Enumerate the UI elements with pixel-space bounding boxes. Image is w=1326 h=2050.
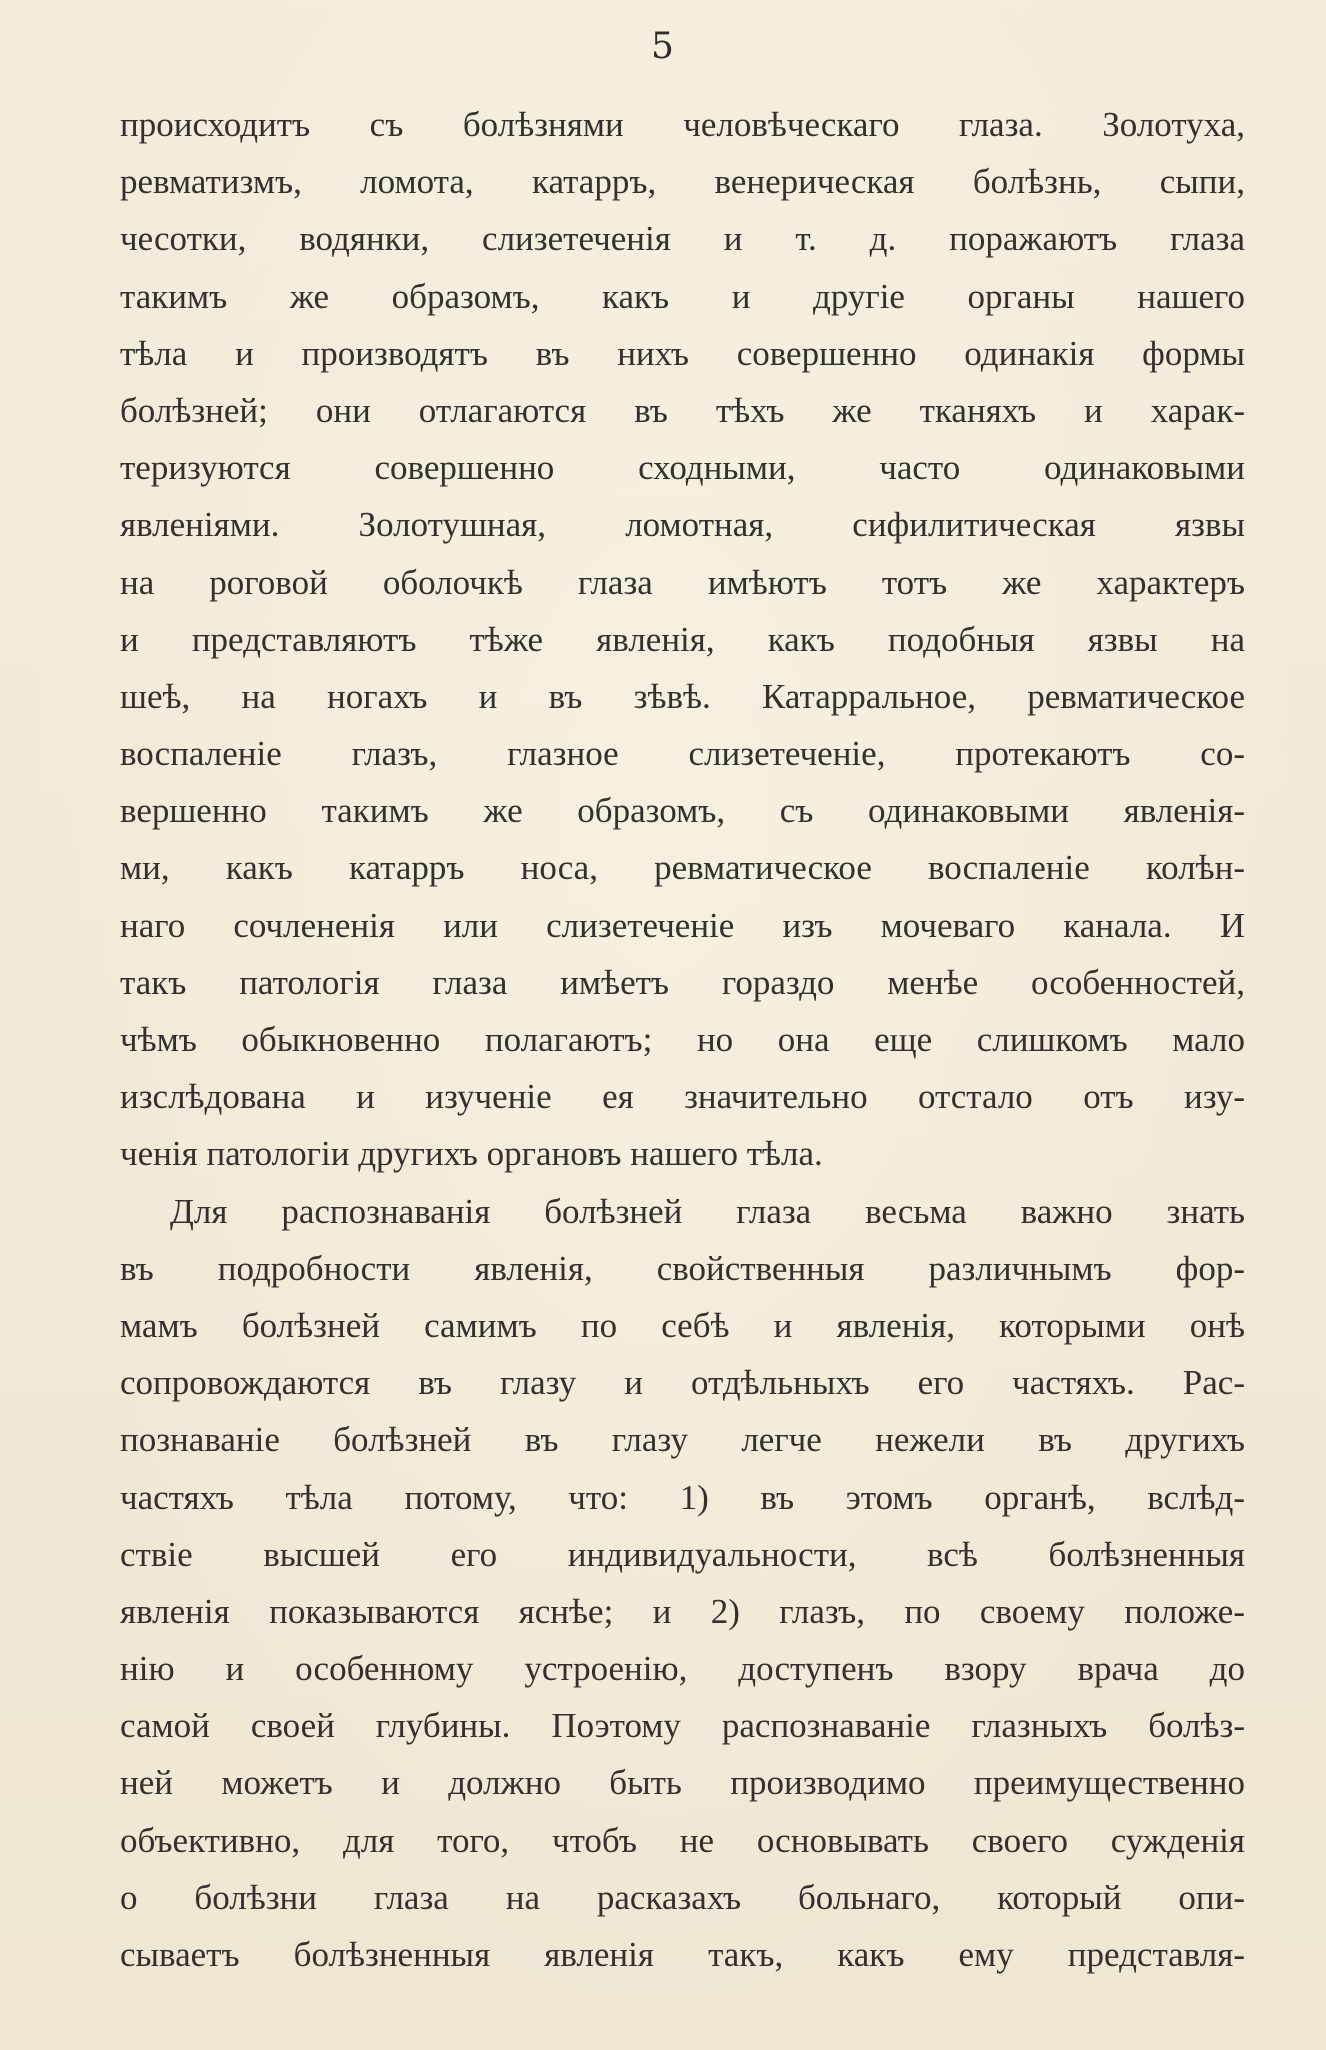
text-line: ней можетъ и должно быть производимо преимущественно bbox=[120, 1763, 1245, 1803]
text-line: такъ патологія глаза имѣетъ гораздо менѣе особенностей, bbox=[120, 962, 1245, 1002]
text-line: изслѣдована и изученіе ея значительно отстало отъ изу- bbox=[120, 1077, 1245, 1117]
text-line: самой своей глубины. Поэтому распознаваніе глазныхъ болѣз- bbox=[120, 1706, 1245, 1746]
body-text bbox=[120, 96, 1245, 1983]
text-line: чѣмъ обыкновенно полагаютъ; но она еще слишкомъ мало bbox=[120, 1020, 1245, 1059]
text-line: воспаленіе глазъ, глазное слизетеченіе, протекаютъ со- bbox=[120, 734, 1245, 774]
text-line: о болѣзни глаза на расказахъ больнаго, который опи- bbox=[120, 1877, 1245, 1917]
text-line: объективно, для того, чтобъ не основывать своего сужденія bbox=[120, 1820, 1245, 1860]
text-line: Для распознаванія болѣзней глаза весьма важно знать bbox=[170, 1191, 1245, 1231]
text-line: такимъ же образомъ, какъ и другіе органы нашего bbox=[120, 276, 1245, 316]
text-line: ми, какъ катарръ носа, ревматическое воспаленіе колѣн- bbox=[120, 848, 1245, 888]
text-line: мамъ болѣзней самимъ по себѣ и явленія, которыми онѣ bbox=[120, 1305, 1245, 1345]
page-number: 5 bbox=[651, 26, 675, 67]
text-line: явленіями. Золотушная, ломотная, сифилитическая язвы bbox=[120, 505, 1245, 545]
text-line: нію и особенному устроенію, доступенъ взору врача до bbox=[120, 1649, 1245, 1689]
text-line: тѣла и производятъ въ нихъ совершенно одинакія формы bbox=[120, 333, 1245, 373]
text-line: познаваніе болѣзней въ глазу легче нежели въ другихъ bbox=[120, 1420, 1245, 1460]
text-line: ревматизмъ, ломота, катарръ, венерическая болѣзнь, сыпи, bbox=[120, 162, 1245, 202]
text-line: частяхъ тѣла потому, что: 1) въ этомъ органѣ, вслѣд- bbox=[120, 1477, 1245, 1517]
text-line: на роговой оболочкѣ глаза имѣютъ тотъ же характеръ bbox=[120, 562, 1245, 602]
paragraph-2 bbox=[120, 1183, 1245, 1984]
text-line: ствіе высшей его индивидуальности, всѣ болѣзненныя bbox=[120, 1534, 1245, 1574]
text-line: чесотки, водянки, слизетеченія и т. д. поражаютъ глаза bbox=[120, 219, 1245, 259]
text-line: теризуются совершенно сходными, часто одинаковыми bbox=[120, 448, 1245, 488]
text-line: шеѣ, на ногахъ и въ зѣвѣ. Катарральное, ревматическое bbox=[120, 676, 1245, 716]
text-line: болѣзней; они отлагаются въ тѣхъ же тканяхъ и харак- bbox=[120, 390, 1245, 430]
text-line: въ подробности явленія, свойственныя различнымъ фор- bbox=[120, 1248, 1245, 1288]
text-line: наго сочлененія или слизетеченіе изъ мочеваго канала. И bbox=[120, 905, 1245, 945]
text-line: ченія патологіи другихъ органовъ нашего тѣла. bbox=[120, 1134, 823, 1174]
text-line: явленія показываются яснѣе; и 2) глазъ, по своему положе- bbox=[120, 1591, 1245, 1631]
text-line: и представляютъ тѣже явленія, какъ подобныя язвы на bbox=[120, 619, 1245, 659]
text-line: сопровождаются въ глазу и отдѣльныхъ его частяхъ. Рас- bbox=[120, 1363, 1245, 1403]
text-line: сываетъ болѣзненныя явленія такъ, какъ ему представля- bbox=[120, 1935, 1245, 1974]
paragraph-1 bbox=[120, 96, 1245, 1183]
text-line: вершенно такимъ же образомъ, съ одинаковыми явленія- bbox=[120, 791, 1245, 831]
text-line: происходитъ съ болѣзнями человѣческаго глаза. Золотуха, bbox=[120, 105, 1245, 144]
